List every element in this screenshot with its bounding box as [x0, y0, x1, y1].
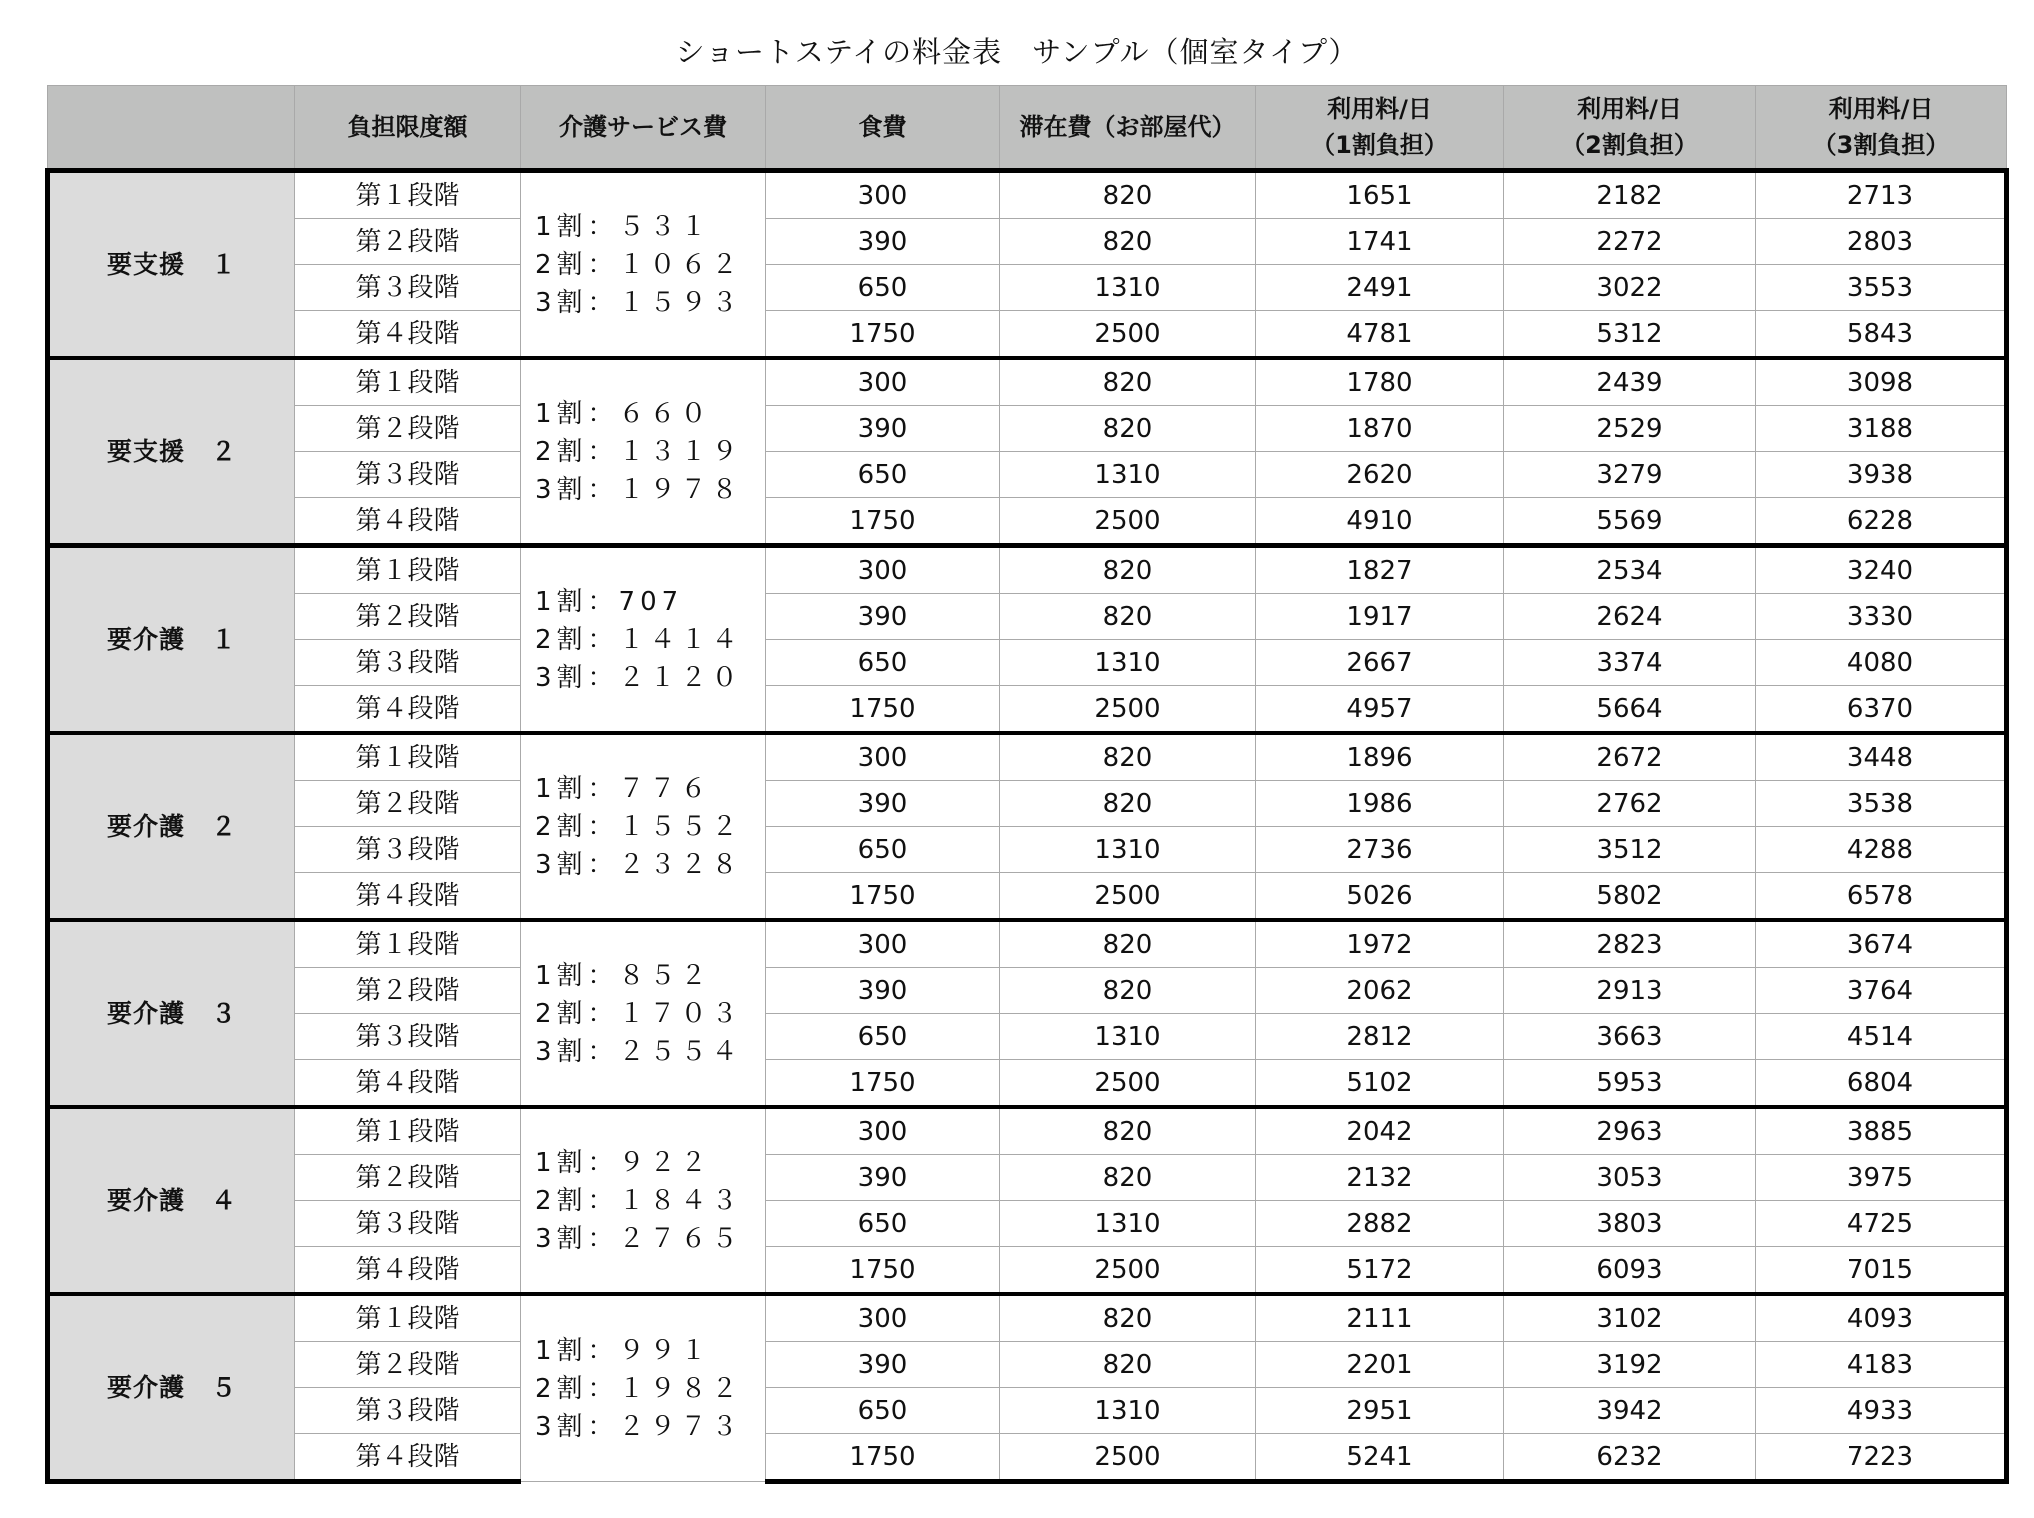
- daily-fee-10pct: 2042: [1256, 1107, 1504, 1155]
- daily-fee-10pct: 2667: [1256, 640, 1504, 686]
- daily-fee-30pct: 3188: [1756, 406, 2007, 452]
- daily-fee-20pct: 2529: [1504, 406, 1756, 452]
- table-row: [48, 827, 2007, 873]
- care-service-fee: [521, 733, 766, 920]
- daily-fee-20pct: 5953: [1504, 1060, 1756, 1108]
- service-fee-line: 1割：９２２: [535, 1147, 712, 1178]
- daily-fee-20pct: 2823: [1504, 920, 1756, 968]
- burden-stage: 第２段階: [295, 406, 521, 452]
- service-fee-line: 2割：１４１４: [535, 624, 743, 655]
- daily-fee-20pct: 2272: [1504, 219, 1756, 265]
- daily-fee-20pct: 3663: [1504, 1014, 1756, 1060]
- care-level-group: [48, 358, 2007, 546]
- stay-fee: 1310: [1000, 1014, 1256, 1060]
- care-level-label: 要支援 ２: [48, 358, 295, 546]
- table-row: [48, 311, 2007, 359]
- service-fee-line: 3割：２５５４: [535, 1036, 743, 1067]
- stay-fee: 2500: [1000, 1247, 1256, 1295]
- daily-fee-10pct: 5102: [1256, 1060, 1504, 1108]
- service-fee-line: 3割：２３２８: [535, 849, 743, 880]
- care-level-group: [48, 920, 2007, 1107]
- table-row: [48, 406, 2007, 452]
- daily-fee-20pct: 3192: [1504, 1342, 1756, 1388]
- burden-stage: 第３段階: [295, 1388, 521, 1434]
- table-row: [48, 265, 2007, 311]
- daily-fee-10pct: 1986: [1256, 781, 1504, 827]
- table-row: [48, 1434, 2007, 1482]
- daily-fee-10pct: 1972: [1256, 920, 1504, 968]
- service-fee-line: 2割：１７０３: [535, 998, 743, 1029]
- stay-fee: 820: [1000, 733, 1256, 781]
- burden-stage: 第１段階: [295, 733, 521, 781]
- service-fee-line: 1割：９９１: [535, 1335, 712, 1366]
- burden-stage: 第２段階: [295, 781, 521, 827]
- header-blank: [48, 86, 295, 171]
- burden-stage: 第４段階: [295, 498, 521, 546]
- burden-stage: 第１段階: [295, 546, 521, 594]
- table-row: [48, 686, 2007, 734]
- service-fee-line: 3割：１５９３: [535, 287, 743, 318]
- table-row: [48, 781, 2007, 827]
- burden-stage: 第３段階: [295, 1014, 521, 1060]
- daily-fee-30pct: 6370: [1756, 686, 2007, 734]
- stay-fee: 1310: [1000, 1388, 1256, 1434]
- daily-fee-20pct: 3374: [1504, 640, 1756, 686]
- daily-fee-10pct: 1827: [1256, 546, 1504, 594]
- stay-fee: 820: [1000, 594, 1256, 640]
- daily-fee-30pct: 3538: [1756, 781, 2007, 827]
- burden-stage: 第１段階: [295, 171, 521, 219]
- care-level-group: [48, 546, 2007, 734]
- meal-fee: 300: [766, 171, 1000, 219]
- meal-fee: 390: [766, 1155, 1000, 1201]
- daily-fee-30pct: 7015: [1756, 1247, 2007, 1295]
- daily-fee-20pct: 3102: [1504, 1294, 1756, 1342]
- meal-fee: 650: [766, 265, 1000, 311]
- care-level-label: 要介護 １: [48, 546, 295, 734]
- burden-stage: 第３段階: [295, 265, 521, 311]
- table-row: [48, 1247, 2007, 1295]
- table-row: [48, 594, 2007, 640]
- daily-fee-20pct: 3022: [1504, 265, 1756, 311]
- daily-fee-30pct: 3448: [1756, 733, 2007, 781]
- table-row: [48, 920, 2007, 968]
- stay-fee: 820: [1000, 406, 1256, 452]
- burden-stage: 第２段階: [295, 219, 521, 265]
- daily-fee-30pct: 4514: [1756, 1014, 2007, 1060]
- daily-fee-10pct: 1917: [1256, 594, 1504, 640]
- burden-stage: 第２段階: [295, 1342, 521, 1388]
- care-service-fee: [521, 358, 766, 546]
- daily-fee-30pct: 4725: [1756, 1201, 2007, 1247]
- care-level-label: 要介護 ３: [48, 920, 295, 1107]
- header-meal-fee: 食費: [766, 86, 1000, 171]
- daily-fee-10pct: 4957: [1256, 686, 1504, 734]
- care-service-fee: [521, 920, 766, 1107]
- meal-fee: 1750: [766, 1060, 1000, 1108]
- daily-fee-30pct: 3885: [1756, 1107, 2007, 1155]
- meal-fee: 390: [766, 1342, 1000, 1388]
- service-fee-line: 1割：６６０: [535, 398, 712, 429]
- daily-fee-30pct: 2713: [1756, 171, 2007, 219]
- stay-fee: 820: [1000, 920, 1256, 968]
- care-level-label: 要支援 １: [48, 171, 295, 359]
- meal-fee: 300: [766, 1107, 1000, 1155]
- table-header: [48, 86, 2007, 171]
- table-row: [48, 1342, 2007, 1388]
- care-level-group: [48, 1294, 2007, 1482]
- care-service-fee: [521, 171, 766, 359]
- header-daily-fee-10pct: 利用料/日 （1割負担）: [1256, 86, 1504, 171]
- table-row: [48, 1388, 2007, 1434]
- stay-fee: 820: [1000, 358, 1256, 406]
- daily-fee-20pct: 3803: [1504, 1201, 1756, 1247]
- daily-fee-30pct: 4288: [1756, 827, 2007, 873]
- page-title: ショートステイの料金表 サンプル（個室タイプ）: [675, 35, 1359, 69]
- daily-fee-20pct: 5664: [1504, 686, 1756, 734]
- daily-fee-20pct: 5312: [1504, 311, 1756, 359]
- meal-fee: 650: [766, 1201, 1000, 1247]
- daily-fee-10pct: 5241: [1256, 1434, 1504, 1482]
- care-level-group: [48, 171, 2007, 359]
- burden-stage: 第２段階: [295, 968, 521, 1014]
- service-fee-line: 2割：１８４３: [535, 1185, 743, 1216]
- stay-fee: 820: [1000, 1342, 1256, 1388]
- burden-stage: 第４段階: [295, 1060, 521, 1108]
- daily-fee-20pct: 2534: [1504, 546, 1756, 594]
- stay-fee: 1310: [1000, 452, 1256, 498]
- care-level-label: 要介護 ４: [48, 1107, 295, 1294]
- table-row: [48, 1201, 2007, 1247]
- meal-fee: 300: [766, 546, 1000, 594]
- burden-stage: 第３段階: [295, 827, 521, 873]
- burden-stage: 第４段階: [295, 311, 521, 359]
- stay-fee: 820: [1000, 171, 1256, 219]
- burden-stage: 第２段階: [295, 1155, 521, 1201]
- header-stay-fee: 滞在費（お部屋代）: [1000, 86, 1256, 171]
- care-service-fee: [521, 546, 766, 734]
- daily-fee-10pct: 4781: [1256, 311, 1504, 359]
- daily-fee-30pct: 6804: [1756, 1060, 2007, 1108]
- service-fee-line: 3割：１９７８: [535, 474, 743, 505]
- daily-fee-30pct: 4933: [1756, 1388, 2007, 1434]
- stay-fee: 820: [1000, 219, 1256, 265]
- table-row: [48, 358, 2007, 406]
- daily-fee-20pct: 6093: [1504, 1247, 1756, 1295]
- meal-fee: 1750: [766, 1247, 1000, 1295]
- service-fee-line: 1割：５３１: [535, 211, 712, 242]
- meal-fee: 1750: [766, 311, 1000, 359]
- burden-stage: 第４段階: [295, 686, 521, 734]
- fee-table: [45, 85, 2009, 1484]
- service-fee-line: 3割：２１２０: [535, 662, 743, 693]
- table-row: [48, 452, 2007, 498]
- daily-fee-10pct: 5172: [1256, 1247, 1504, 1295]
- daily-fee-10pct: 2882: [1256, 1201, 1504, 1247]
- daily-fee-30pct: 2803: [1756, 219, 2007, 265]
- burden-stage: 第１段階: [295, 1107, 521, 1155]
- table-row: [48, 1014, 2007, 1060]
- meal-fee: 650: [766, 1014, 1000, 1060]
- burden-stage: 第３段階: [295, 452, 521, 498]
- service-fee-line: 1割：707: [535, 586, 684, 617]
- meal-fee: 390: [766, 406, 1000, 452]
- stay-fee: 2500: [1000, 1060, 1256, 1108]
- daily-fee-10pct: 2620: [1256, 452, 1504, 498]
- stay-fee: 820: [1000, 1294, 1256, 1342]
- header-burden-limit: 負担限度額: [295, 86, 521, 171]
- burden-stage: 第３段階: [295, 640, 521, 686]
- daily-fee-10pct: 2132: [1256, 1155, 1504, 1201]
- daily-fee-20pct: 2439: [1504, 358, 1756, 406]
- table-row: [48, 1155, 2007, 1201]
- meal-fee: 1750: [766, 1434, 1000, 1482]
- daily-fee-30pct: 3330: [1756, 594, 2007, 640]
- table-row: [48, 1060, 2007, 1108]
- daily-fee-30pct: 4183: [1756, 1342, 2007, 1388]
- table-row: [48, 546, 2007, 594]
- daily-fee-30pct: 3764: [1756, 968, 2007, 1014]
- service-fee-line: 3割：２７６５: [535, 1223, 743, 1254]
- meal-fee: 390: [766, 219, 1000, 265]
- service-fee-line: 1割：７７６: [535, 773, 712, 804]
- daily-fee-30pct: 6578: [1756, 873, 2007, 921]
- meal-fee: 300: [766, 733, 1000, 781]
- daily-fee-20pct: 2762: [1504, 781, 1756, 827]
- daily-fee-20pct: 6232: [1504, 1434, 1756, 1482]
- burden-stage: 第１段階: [295, 358, 521, 406]
- meal-fee: 390: [766, 968, 1000, 1014]
- stay-fee: 1310: [1000, 1201, 1256, 1247]
- burden-stage: 第１段階: [295, 920, 521, 968]
- meal-fee: 650: [766, 452, 1000, 498]
- daily-fee-20pct: 2672: [1504, 733, 1756, 781]
- daily-fee-20pct: 3512: [1504, 827, 1756, 873]
- daily-fee-20pct: 3942: [1504, 1388, 1756, 1434]
- service-fee-line: 1割：８５２: [535, 960, 712, 991]
- daily-fee-30pct: 3938: [1756, 452, 2007, 498]
- daily-fee-10pct: 1896: [1256, 733, 1504, 781]
- table-row: [48, 498, 2007, 546]
- daily-fee-20pct: 2624: [1504, 594, 1756, 640]
- header-daily-fee-20pct: 利用料/日 （2割負担）: [1504, 86, 1756, 171]
- stay-fee: 2500: [1000, 1434, 1256, 1482]
- table-row: [48, 1107, 2007, 1155]
- care-service-fee: [521, 1294, 766, 1482]
- meal-fee: 1750: [766, 686, 1000, 734]
- daily-fee-10pct: 2951: [1256, 1388, 1504, 1434]
- daily-fee-10pct: 1651: [1256, 171, 1504, 219]
- daily-fee-10pct: 2812: [1256, 1014, 1504, 1060]
- care-level-label: 要介護 ２: [48, 733, 295, 920]
- daily-fee-10pct: 1870: [1256, 406, 1504, 452]
- meal-fee: 300: [766, 358, 1000, 406]
- daily-fee-30pct: 6228: [1756, 498, 2007, 546]
- burden-stage: 第４段階: [295, 1247, 521, 1295]
- table-row: [48, 968, 2007, 1014]
- daily-fee-30pct: 3098: [1756, 358, 2007, 406]
- stay-fee: 2500: [1000, 498, 1256, 546]
- stay-fee: 820: [1000, 968, 1256, 1014]
- meal-fee: 650: [766, 1388, 1000, 1434]
- daily-fee-10pct: 2491: [1256, 265, 1504, 311]
- daily-fee-20pct: 2913: [1504, 968, 1756, 1014]
- daily-fee-30pct: 7223: [1756, 1434, 2007, 1482]
- header-care-service-fee: 介護サービス費: [521, 86, 766, 171]
- daily-fee-10pct: 4910: [1256, 498, 1504, 546]
- stay-fee: 820: [1000, 1155, 1256, 1201]
- care-level-label: 要介護 ５: [48, 1294, 295, 1482]
- daily-fee-20pct: 5802: [1504, 873, 1756, 921]
- daily-fee-30pct: 3240: [1756, 546, 2007, 594]
- daily-fee-10pct: 2201: [1256, 1342, 1504, 1388]
- daily-fee-10pct: 2111: [1256, 1294, 1504, 1342]
- service-fee-line: 3割：２９７３: [535, 1411, 743, 1442]
- daily-fee-20pct: 2182: [1504, 171, 1756, 219]
- header-daily-fee-30pct: 利用料/日 （3割負担）: [1756, 86, 2007, 171]
- table-row: [48, 733, 2007, 781]
- daily-fee-30pct: 5843: [1756, 311, 2007, 359]
- stay-fee: 820: [1000, 1107, 1256, 1155]
- meal-fee: 650: [766, 827, 1000, 873]
- stay-fee: 1310: [1000, 265, 1256, 311]
- burden-stage: 第４段階: [295, 1434, 521, 1482]
- stay-fee: 2500: [1000, 873, 1256, 921]
- daily-fee-20pct: 2963: [1504, 1107, 1756, 1155]
- meal-fee: 650: [766, 640, 1000, 686]
- daily-fee-30pct: 4080: [1756, 640, 2007, 686]
- daily-fee-30pct: 3553: [1756, 265, 2007, 311]
- daily-fee-10pct: 5026: [1256, 873, 1504, 921]
- stay-fee: 1310: [1000, 640, 1256, 686]
- burden-stage: 第４段階: [295, 873, 521, 921]
- meal-fee: 390: [766, 781, 1000, 827]
- burden-stage: 第２段階: [295, 594, 521, 640]
- service-fee-line: 2割：１９８２: [535, 1373, 743, 1404]
- meal-fee: 300: [766, 920, 1000, 968]
- service-fee-line: 2割：１０６２: [535, 249, 743, 280]
- stay-fee: 2500: [1000, 311, 1256, 359]
- daily-fee-30pct: 3975: [1756, 1155, 2007, 1201]
- meal-fee: 390: [766, 594, 1000, 640]
- burden-stage: 第３段階: [295, 1201, 521, 1247]
- daily-fee-20pct: 3053: [1504, 1155, 1756, 1201]
- stay-fee: 2500: [1000, 686, 1256, 734]
- daily-fee-30pct: 4093: [1756, 1294, 2007, 1342]
- meal-fee: 1750: [766, 873, 1000, 921]
- daily-fee-10pct: 1780: [1256, 358, 1504, 406]
- table-row: [48, 640, 2007, 686]
- stay-fee: 820: [1000, 781, 1256, 827]
- meal-fee: 1750: [766, 498, 1000, 546]
- meal-fee: 300: [766, 1294, 1000, 1342]
- table-row: [48, 171, 2007, 219]
- care-level-group: [48, 1107, 2007, 1294]
- burden-stage: 第１段階: [295, 1294, 521, 1342]
- daily-fee-20pct: 5569: [1504, 498, 1756, 546]
- care-service-fee: [521, 1107, 766, 1294]
- stay-fee: 1310: [1000, 827, 1256, 873]
- stay-fee: 820: [1000, 546, 1256, 594]
- table-row: [48, 873, 2007, 921]
- service-fee-line: 2割：１３１９: [535, 436, 743, 467]
- daily-fee-10pct: 1741: [1256, 219, 1504, 265]
- daily-fee-20pct: 3279: [1504, 452, 1756, 498]
- table-row: [48, 219, 2007, 265]
- daily-fee-10pct: 2736: [1256, 827, 1504, 873]
- daily-fee-10pct: 2062: [1256, 968, 1504, 1014]
- table-row: [48, 1294, 2007, 1342]
- care-level-group: [48, 733, 2007, 920]
- service-fee-line: 2割：１５５２: [535, 811, 743, 842]
- daily-fee-30pct: 3674: [1756, 920, 2007, 968]
